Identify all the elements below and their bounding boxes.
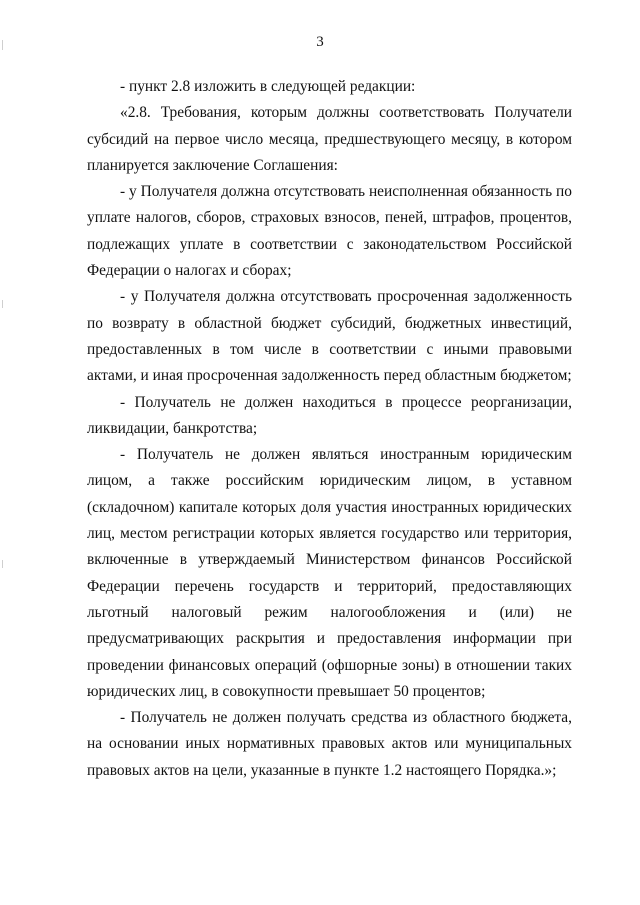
scan-edge-mark bbox=[2, 40, 3, 50]
scan-edge-mark bbox=[2, 560, 3, 568]
document-body bbox=[87, 64, 572, 784]
paragraph-overdue-debt: - у Получателя должна отсутствовать просроченная задолженность по возврату в областной бюджет субсидий, бюджетных инвестиций, предоставленных в том числе в соответствии с иными правовыми актами, и иная просроченная задолженность перед областным бюджетом; bbox=[87, 288, 572, 385]
scan-edge-mark bbox=[2, 300, 3, 308]
paragraph-foreign-entity: - Получатель не должен являться иностранным юридическим лицом, а также российским юридическим лицом, в уставном (складочном) капитале которых доля участия иностранных юридических лиц, местом регистрации которых является государство или территория, включенные в утверждаемый Министерством финансов Российской Федерации перечень государств и территорий, предоставляющих льготный налоговый режим налогообложения и (или) не предусматривающих раскрытия и предоставления информации при проведении финансовых операций (офшорные зоны) в отношении таких юридических лиц, в совокупности превышает 50 процентов; bbox=[87, 446, 572, 700]
paragraph-requirements-heading: «2.8. Требования, которым должны соответствовать Получатели субсидий на первое число месяца, предшествующего месяцу, в котором планируется заключение Соглашения: bbox=[87, 104, 572, 174]
paragraph-tax-obligations: - у Получателя должна отсутствовать неисполненная обязанность по уплате налогов, сборов, страховых взносов, пеней, штрафов, процентов, подлежащих уплате в соответствии с законодательством Российской Федерации о налогах и сборах; bbox=[87, 183, 572, 280]
page-number: 3 bbox=[316, 34, 324, 50]
paragraph-reorganization: - Получатель не должен находиться в процессе реорганизации, ликвидации, банкротства; bbox=[87, 393, 572, 437]
paragraph-budget-funds: - Получатель не должен получать средства из областного бюджета, на основании иных нормативных правовых актов или муниципальных правовых актов на цели, указанные в пункте 1.2 настоящего Порядка.»; bbox=[87, 709, 572, 779]
paragraph-amendment-intro: - пункт 2.8 изложить в следующей редакции: bbox=[120, 78, 416, 95]
